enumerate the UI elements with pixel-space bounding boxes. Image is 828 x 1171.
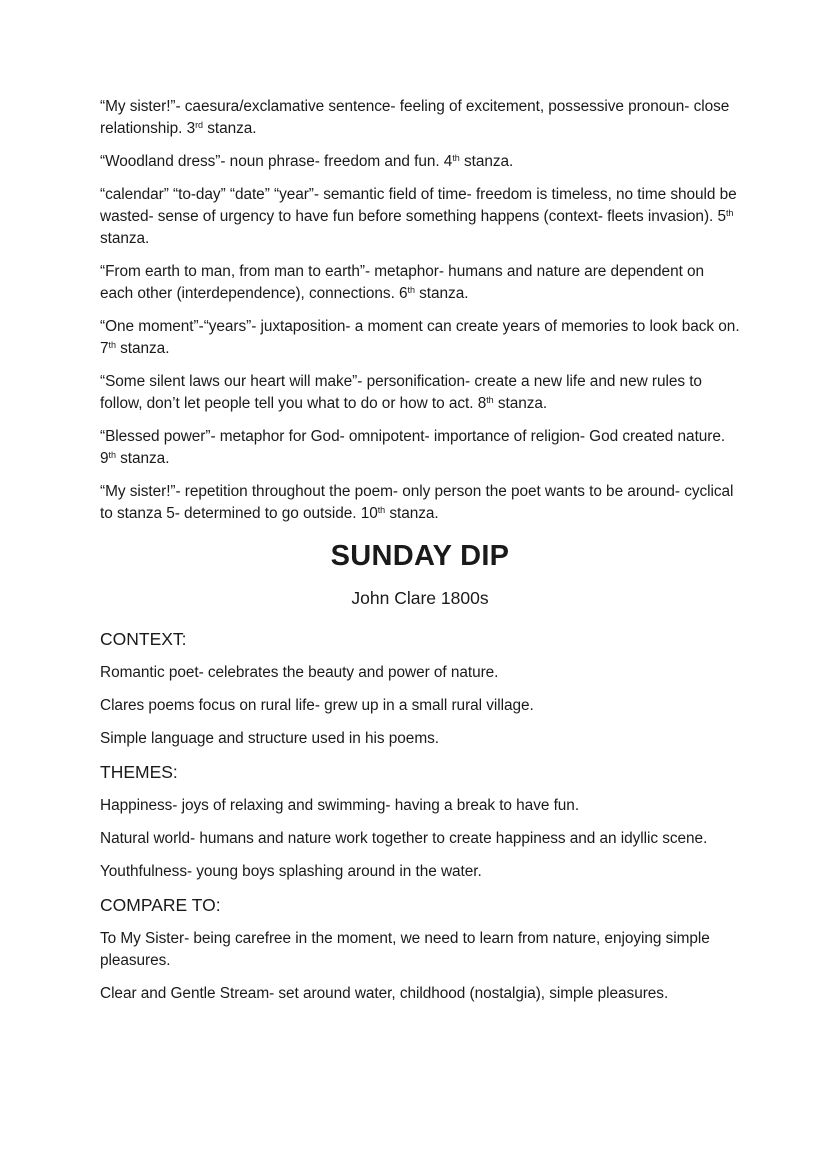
poem-author: John Clare 1800s — [351, 588, 489, 608]
compare-heading: COMPARE TO: — [100, 895, 221, 915]
themes-heading: THEMES: — [100, 762, 178, 782]
context-item: Clares poems focus on rural life- grew up in a small rural village. — [100, 697, 534, 714]
theme-item: Youthfulness- young boys splashing around in the water. — [100, 863, 482, 880]
stanza-note: “Some silent laws our heart will make”- personification- create a new life and new rules to follow, don’t let people tell you what to do or how to act. 8th stanza. — [100, 373, 702, 412]
compare-item: Clear and Gentle Stream- set around water, childhood (nostalgia), simple pleasures. — [100, 985, 669, 1002]
stanza-note: “My sister!”- repetition throughout the poem- only person the poet wants to be around- cyclical to stanza 5- determined to go outside. 10th stanza. — [100, 483, 734, 522]
stanza-note: “From earth to man, from man to earth”- metaphor- humans and nature are dependent on each other (interdependence), connections. 6th stanza. — [100, 263, 705, 302]
theme-item: Natural world- humans and nature work together to create happiness and an idyllic scene. — [100, 830, 708, 847]
context-section — [100, 628, 740, 750]
context-item: Simple language and structure used in his poems. — [100, 730, 439, 747]
context-item: Romantic poet- celebrates the beauty and power of nature. — [100, 664, 499, 681]
compare-item: To My Sister- being carefree in the moment, we need to learn from nature, enjoying simple pleasures. — [100, 930, 710, 969]
themes-section — [100, 761, 740, 883]
stanza-note: “calendar” “to-day” “date” “year”- semantic field of time- freedom is timeless, no time should be wasted- sense of urgency to have fun before something happens (context- fleets invasion). 5th stanza. — [100, 186, 737, 247]
stanza-notes — [100, 96, 740, 525]
document-page — [100, 96, 740, 1016]
stanza-note: “Blessed power”- metaphor for God- omnipotent- importance of religion- God created nature. 9th stanza. — [100, 428, 726, 467]
stanza-note: “One moment”-“years”- juxtaposition- a moment can create years of memories to look back on. 7th stanza. — [100, 318, 740, 357]
theme-item: Happiness- joys of relaxing and swimming- having a break to have fun. — [100, 797, 580, 814]
compare-section — [100, 894, 740, 1005]
context-heading: CONTEXT: — [100, 629, 187, 649]
stanza-note: “Woodland dress”- noun phrase- freedom and fun. 4th stanza. — [100, 153, 514, 170]
poem-title: SUNDAY DIP — [330, 540, 510, 572]
stanza-note: “My sister!”- caesura/exclamative sentence- feeling of excitement, possessive pronoun- close relationship. 3rd stanza. — [100, 98, 730, 137]
